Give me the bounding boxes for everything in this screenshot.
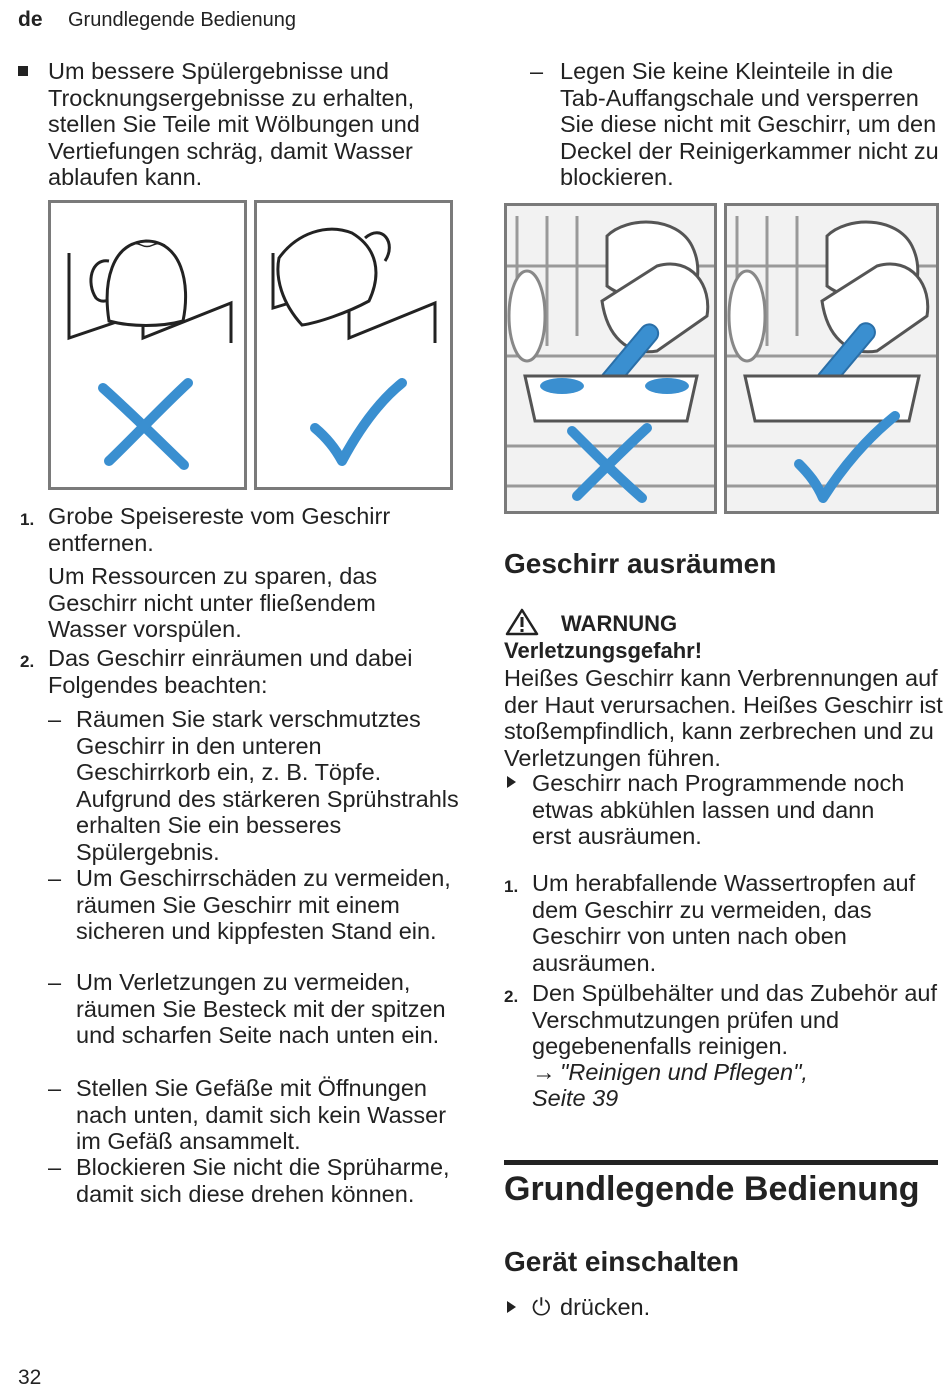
dash-4-char: –	[48, 1075, 62, 1101]
power-action-text: drücken.	[560, 1294, 651, 1320]
dash-1-text: Räumen Sie stark verschmutztes Geschirr in den unteren Geschirrkorb ein, z. B. Töpfe. Aufgrund des stärkeren Sprühstrahls erhalten Sie ein besseres Spülergebnis.	[76, 706, 459, 865]
reference-link[interactable]: "Reinigen und Pflegen",	[560, 1059, 808, 1085]
warning-icon	[504, 607, 540, 637]
unload-step-1-text: Um herabfallende Wassertropfen auf dem Geschirr zu vermeiden, das Geschirr von unten nach oben ausräumen.	[532, 870, 916, 976]
tab-tray-free-illustration	[727, 206, 936, 511]
check-mark-icon	[315, 383, 402, 461]
step-2-text: Das Geschirr einräumen und dabei Folgendes beachten:	[48, 645, 413, 698]
warning-title: Verletzungsgefahr!	[504, 638, 703, 663]
step-2-number: 2.	[20, 652, 35, 671]
cup-tilted-correct-panel	[254, 200, 453, 490]
dash-3-char: –	[48, 969, 62, 995]
cup-upright-wrong-panel	[48, 200, 247, 490]
header-title: Grundlegende Bedienung	[68, 9, 296, 31]
warning-label: WARNUNG	[561, 611, 678, 636]
dash-2-text: Um Geschirrschäden zu vermeiden, räumen Sie Geschirr mit einem sicheren und kippfesten Stand ein.	[76, 865, 451, 944]
intro-left-text: Um bessere Spülergebnisse und Trocknungsergebnisse zu erhalten, stellen Sie Teile mit Wölbungen und Vertiefungen schräg, damit Wasser ablaufen kann.	[48, 58, 420, 190]
page-number: 32	[18, 1366, 42, 1389]
reference-page[interactable]: Seite 39	[532, 1085, 619, 1111]
cross-mark-icon	[103, 383, 188, 465]
dash-5-text: Blockieren Sie nicht die Sprüharme, damit sich diese drehen können.	[76, 1154, 450, 1207]
header-language: de	[18, 8, 43, 31]
power-icon: ⏻	[532, 1294, 551, 1320]
dash-1-char: –	[48, 706, 62, 732]
step-1-number: 1.	[20, 510, 35, 529]
tab-tray-blocked-wrong-panel	[504, 203, 717, 514]
dash-5-char: –	[48, 1154, 62, 1180]
section-divider	[504, 1160, 938, 1165]
dash-4-text: Stellen Sie Gefäße mit Öffnungen nach unten, damit sich kein Wasser im Gefäß ansammelt.	[76, 1075, 447, 1154]
action-arrow-icon	[507, 1301, 516, 1313]
unload-step-2-text: Den Spülbehälter und das Zubehör auf Verschmutzungen prüfen und gegebenenfalls reinigen.	[532, 980, 938, 1059]
warning-text: Heißes Geschirr kann Verbrennungen auf der Haut verursachen. Heißes Geschirr ist stoßempfindlich, kann zerbrechen und zu Verletzungen führen.	[504, 665, 943, 771]
intro-right-dash: –	[530, 58, 544, 84]
subsection-title: Gerät einschalten	[504, 1246, 739, 1277]
tab-tray-free-correct-panel	[724, 203, 939, 514]
cup-upright-illustration	[51, 203, 244, 487]
section-title: Grundlegende Bedienung	[504, 1170, 920, 1208]
unload-heading: Geschirr ausräumen	[504, 548, 777, 579]
square-bullet-icon	[18, 66, 28, 76]
dash-3-text: Um Verletzungen zu vermeiden, räumen Sie Besteck mit der spitzen und scharfen Seite nach unten ein.	[76, 969, 446, 1048]
cup-tilted-illustration	[257, 203, 450, 487]
unload-step-1-number: 1.	[504, 877, 519, 896]
tab-tray-blocked-illustration	[507, 206, 714, 511]
action-arrow-icon	[507, 776, 516, 788]
reference-arrow: →	[532, 1059, 556, 1085]
unload-step-2-number: 2.	[504, 987, 519, 1006]
unload-action: Geschirr nach Programmende noch etwas abkühlen lassen und dann erst ausräumen.	[532, 770, 905, 849]
intro-right-text: Legen Sie keine Kleinteile in die Tab-Auffangschale und versperren Sie diese nicht mit Geschirr, um den Deckel der Reinigerkammer nicht zu blockieren.	[560, 58, 939, 190]
step-1-note: Um Ressourcen zu sparen, das Geschirr nicht unter fließendem Wasser vorspülen.	[48, 563, 378, 642]
step-1-text: Grobe Speisereste vom Geschirr entfernen.	[48, 503, 391, 556]
dash-2-char: –	[48, 865, 62, 891]
